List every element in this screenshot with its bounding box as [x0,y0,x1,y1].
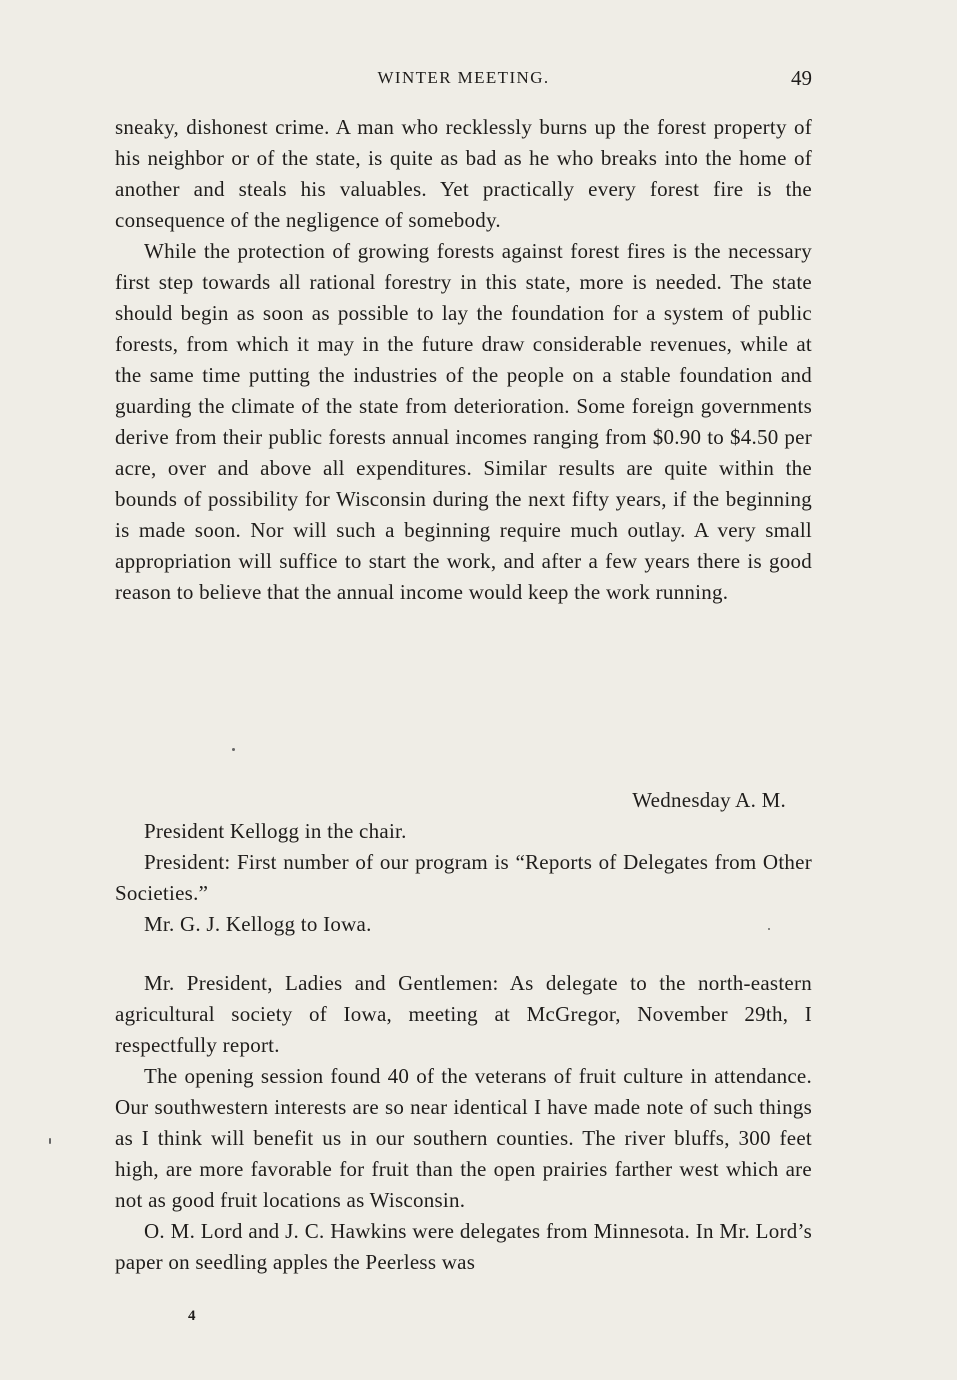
ink-speck [232,748,235,751]
paragraph-forest-fire-crime: sneaky, dishonest crime. A man who recklessly burns up the forest property of his neighbor or of the state, is quite as bad as he who breaks into the home of another and steals his valuables. Yet practically every forest fire is the consequence of the negligence of somebody. [115,115,812,232]
session-time-heading: Wednesday A. M. [632,788,786,812]
paragraph-minnesota-delegates: O. M. Lord and J. C. Hawkins were delegates from Minnesota. In Mr. Lord’s paper on seedling apples the Peerless was [115,1219,812,1274]
paragraph-public-forests: While the protection of growing forests against forest fires is the necessary first step towards all rational forestry in this state, more is needed. The state should begin as soon as possible to lay the foundation for a system of public forests, from which it may in the future draw considerable revenues, while at the same time putting the industries of the people on a stable foundation and guarding the climate of the state from deterioration. Some foreign governments derive from their public forests annual incomes ranging from $0.90 to $4.50 per acre, over and above all expenditures. Similar results are quite within the bounds of possibility for Wisconsin during the next fifty years, if the beginning is made soon. Nor will such a beginning require much outlay. A very small appropriation will suffice to start the work, and after a few years there is good reason to believe that the annual income would keep the work running. [115,239,812,604]
paragraph-program-announcement: President: First number of our program is “Reports of Delegates from Other Societies.” [115,850,812,905]
paragraph-report-address: Mr. President, Ladies and Gentlemen: As delegate to the north-eastern agricultural society of Iowa, meeting at McGregor, November 29th, I respectfully report. [115,971,812,1057]
page-number: 49 [791,66,812,90]
signature-mark: 4 [188,1308,196,1324]
ink-speck [49,1138,51,1144]
paragraph-delegate-to-iowa: Mr. G. J. Kellogg to Iowa. [144,912,372,936]
forestry-text-block [115,112,812,608]
running-header [115,66,812,96]
ink-speck [768,928,770,930]
paragraph-opening-session: The opening session found 40 of the veterans of fruit culture in attendance. Our southwestern interests are so near identical I have made note of such things as I think will benefit us in our southern counties. The river bluffs, 300 feet high, are more favorable for fruit than the open prairies farther west which are not as good fruit locations as Wisconsin. [115,1064,812,1212]
delegate-report-block [115,968,812,1278]
session-heading-block [115,785,812,940]
running-title: WINTER MEETING. [377,68,550,87]
paragraph-chair: President Kellogg in the chair. [144,819,407,843]
